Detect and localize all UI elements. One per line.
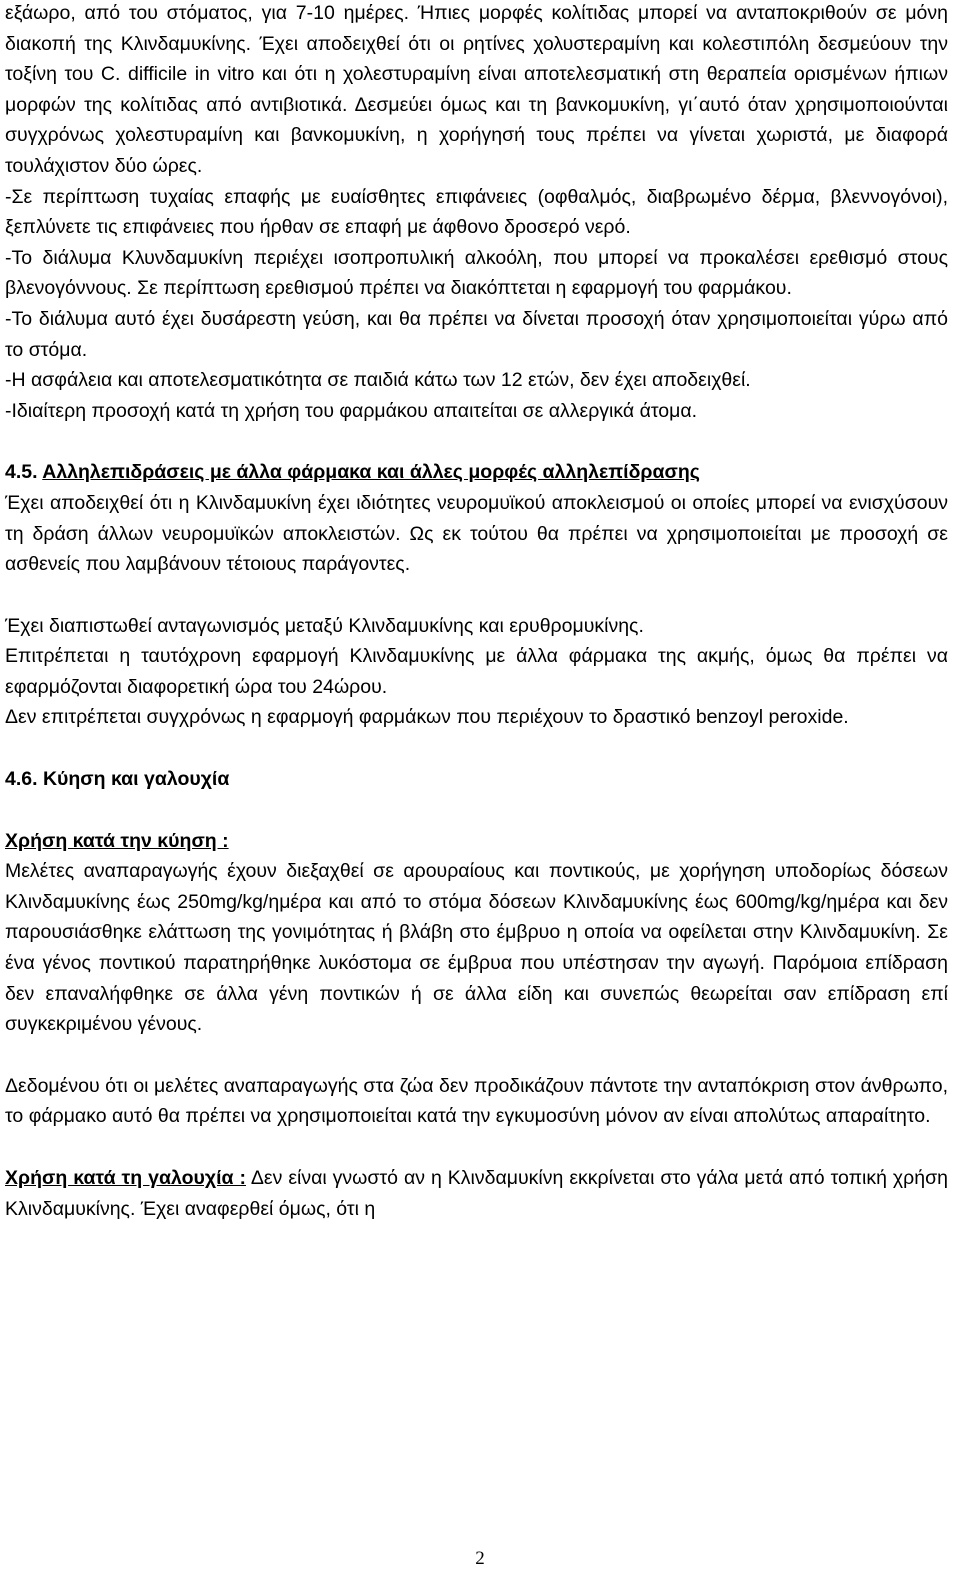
- paragraph-neuromuscular: Έχει αποδειχθεί ότι η Κλινδαμυκίνη έχει ιδιότητες νευρομυϊκού αποκλεισμού οι οποίες μπορεί να ενισχύσουν τη δράση άλλων νευρομυϊκών αποκλειστών. Ως εκ τούτου θα πρέπει να χρησιμοποιείται με προσοχή σε ασθενείς που λαμβάνουν τέτοιους παράγοντες.: [5, 491, 948, 576]
- paragraph-allergy-warning: -Ιδιαίτερη προσοχή κατά τη χρήση του φαρμάκου απαιτείται σε αλλεργικά άτομα.: [5, 399, 698, 422]
- paragraph-contact-warning: -Σε περίπτωση τυχαίας επαφής με ευαίσθητες επιφάνειες (οφθαλμός, διαβρωμένο δέρμα, βλεννογόνοι), ξεπλύνετε τις επιφάνειες που ήρθαν σε επαφή με άφθονο δροσερό νερό.: [5, 185, 948, 239]
- subheading-lactation-label: Χρήση κατά τη γαλουχία :: [5, 1167, 246, 1189]
- paragraph-pregnancy-use: Δεδομένου ότι οι μελέτες αναπαραγωγής στα ζώα δεν προδικάζουν πάντοτε την ανταπόκριση στον άνθρωπο, το φάρμακο αυτό θα πρέπει να χρησιμοποιείται κατά την εγκυμοσύνη μόνον αν είναι απολύτως απαραίτητο.: [5, 1074, 948, 1128]
- subheading-pregnancy: [5, 826, 948, 857]
- paragraph-concurrent-use: Επιτρέπεται η ταυτόχρονη εφαρμογή Κλινδαμυκίνης με άλλα φάρμακα της ακμής, όμως θα πρέπει να εφαρμόζονται διαφορετική ώρα του 24ώρου.: [5, 645, 948, 698]
- paragraph-antagonism: Έχει διαπιστωθεί ανταγωνισμός μεταξύ Κλινδαμυκίνης και ερυθρομυκίνης.: [5, 614, 644, 637]
- paragraph-reproduction-studies: Μελέτες αναπαραγωγής έχουν διεξαχθεί σε αρουραίους και ποντικούς, με χορήγηση υποδορίως δόσεων Κλινδαμυκίνης έως 250mg/kg/ημέρα και από το στόμα δόσεων Κλινδαμυκίνης έως 600mg/kg/ημέρα και δεν παρουσιάσθηκε ελάττωση της γονιμότητας ή βλάβη στο έμβρυο η οποία να οφείλεται στην Κλινδαμυκίνη. Σε ένα γένος ποντικού παρατηρήθηκε λυκόστομα σε έμβρυα που υπέστησαν την αγωγή. Παρόμοια επίδραση δεν επαναλήφθηκε σε άλλα γένη ποντικών ή σε άλλα είδη και συνεπώς θεωρείται σαν επίδραση επί συγκεκριμένου γένους.: [5, 860, 948, 1036]
- paragraph-children-safety: -Η ασφάλεια και αποτελεσματικότητα σε παιδιά κάτω των 12 ετών, δεν έχει αποδειχθεί.: [5, 369, 751, 392]
- spacer: [5, 426, 948, 457]
- spacer: [5, 580, 948, 611]
- spacer: [5, 795, 948, 826]
- page-number: 2: [475, 1548, 485, 1569]
- section-heading-pregnancy-lactation: 4.6. Κύηση και γαλουχία: [5, 768, 230, 791]
- paragraph-lactation: [5, 1163, 948, 1224]
- paragraph-taste-warning: -Το διάλυμα αυτό έχει δυσάρεστη γεύση, και θα πρέπει να δίνεται προσοχή όταν χρησιμοποιείται γύρω από το στόμα.: [5, 307, 948, 361]
- paragraph-alcohol-warning: -Το διάλυμα Κλυνδαμυκίνη περιέχει ισοπροπυλική αλκοόλη, που μπορεί να προκαλέσει ερεθισμό στους βλενογόννους. Σε περίπτωση ερεθισμού πρέπει να διακόπτεται η εφαρμογή του φαρμάκου.: [5, 246, 948, 300]
- subheading-pregnancy-label: Χρήση κατά την κύηση :: [5, 829, 229, 852]
- spacer: [5, 733, 948, 764]
- paragraph-benzoyl-peroxide: Δεν επιτρέπεται συγχρόνως η εφαρμογή φαρμάκων που περιέχουν το δραστικό benzoyl peroxide.: [5, 706, 849, 729]
- spacer: [5, 1132, 948, 1163]
- document-page: [5, 0, 948, 1224]
- paragraph-colitis-treatment: εξάωρο, από του στόματος, για 7-10 ημέρες. Ήπιες μορφές κολίτιδας μπορεί να ανταποκριθούν σε μόνη διακοπή της Κλινδαμυκίνης. Έχει αποδειχθεί ότι οι ρητίνες χολυστεραμίνη και κολεστιπόλη δεσμεύουν την τοξίνη του C. difficile in vitro και ότι η χολεστυραμίνη είναι αποτελεσματική στη θεραπεία ορισμένων ήπιων μορφών της κολίτιδας από αντιβιοτικά. Δεσμεύει όμως και τη βανκομυκίνη, γι΄αυτό όταν χρησιμοποιούνται συγχρόνως χολεστυραμίνη και βανκομυκίνη, η χορήγησή τους πρέπει να γίνεται χωριστά, με διαφορά τουλάχιστον δύο ώρες.: [5, 2, 948, 177]
- section-number: 4.5.: [5, 461, 38, 484]
- lactation-text: Δεν είναι γνωστό αν η Κλινδαμυκίνη εκκρίνεται στο γάλα μετά από τοπική χρήση Κλινδαμυκίνης. Έχει αναφερθεί όμως, ότι η: [5, 1167, 948, 1220]
- section-title: Αλληλεπιδράσεις με άλλα φάρμακα και άλλες μορφές αλληλεπίδρασης: [42, 461, 700, 484]
- section-heading-interactions: [5, 457, 948, 488]
- spacer: [5, 1040, 948, 1071]
